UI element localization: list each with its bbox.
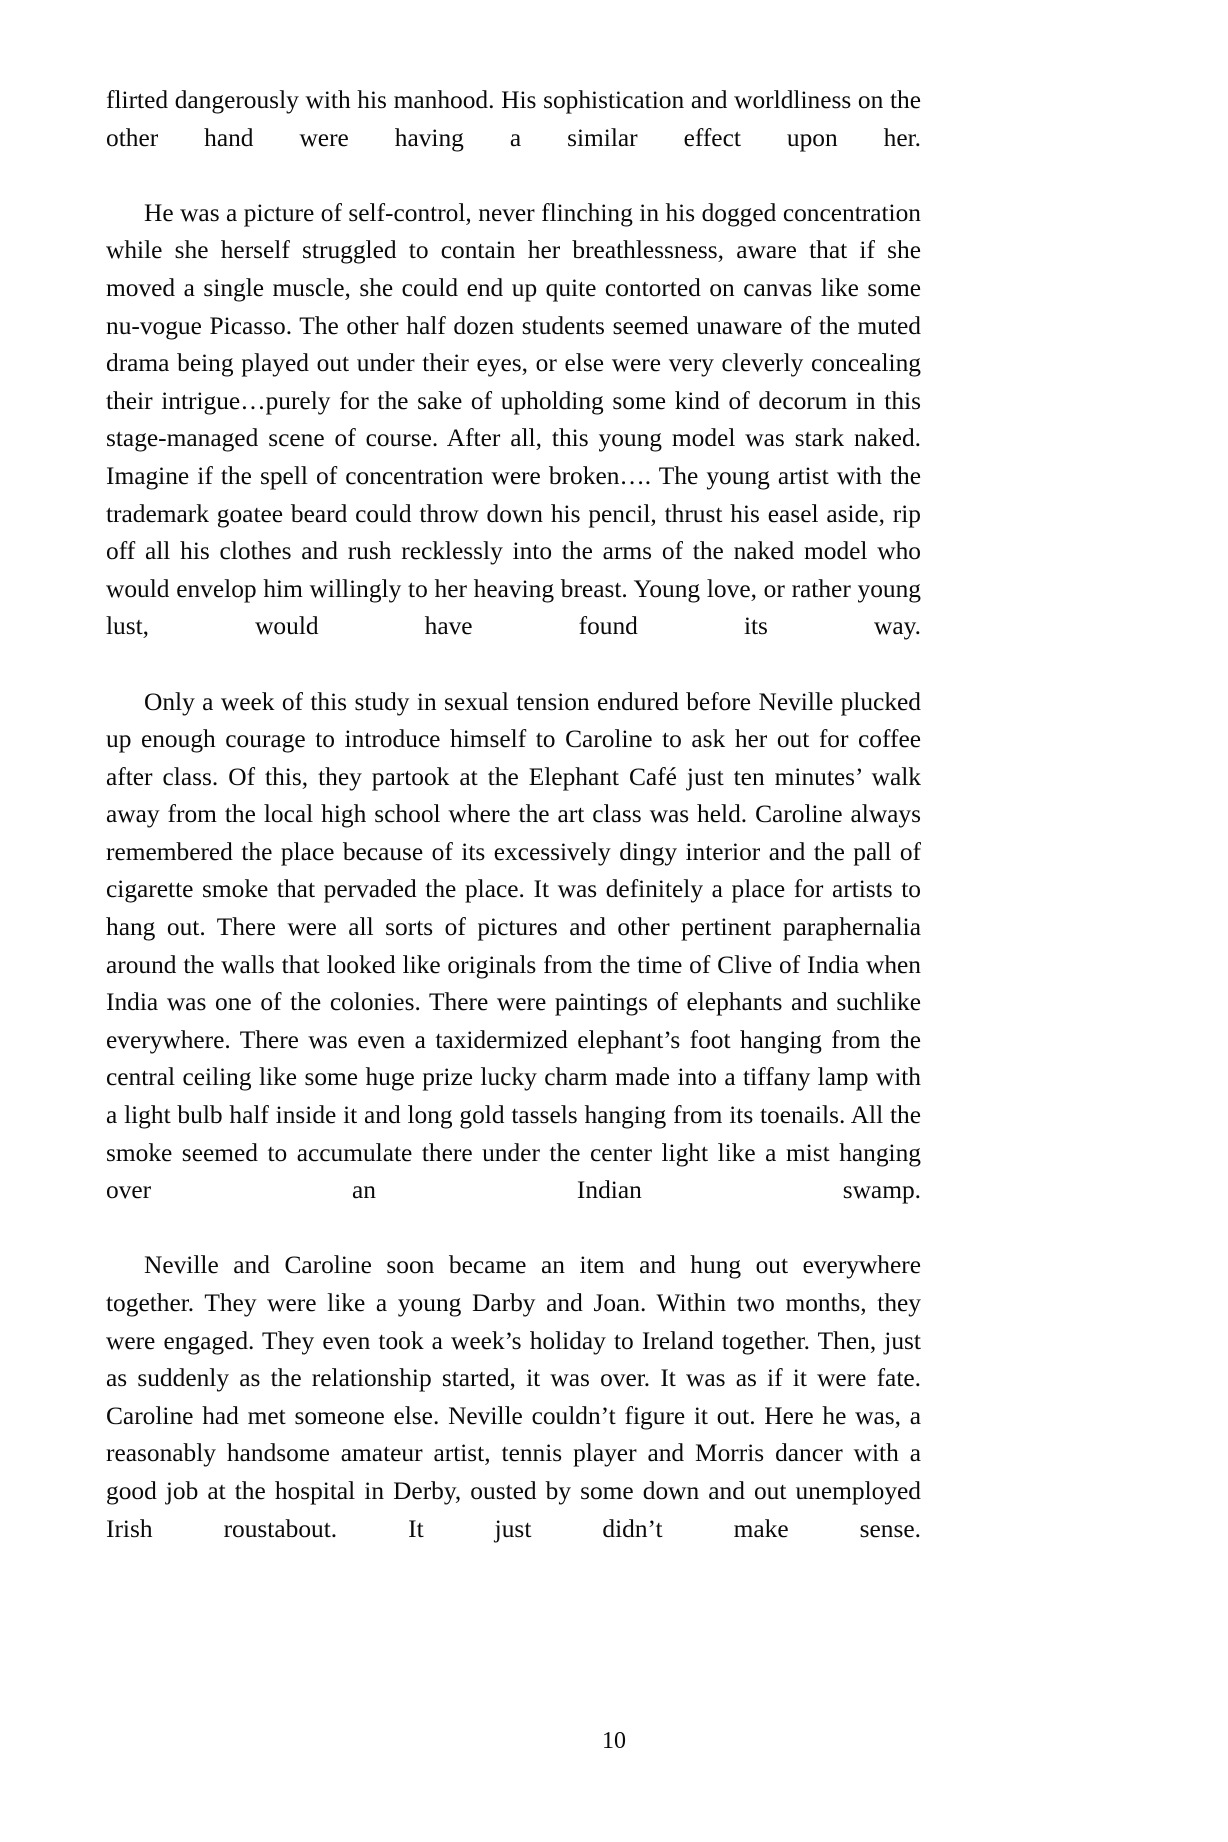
body-paragraph-4: Neville and Caroline soon became an item and hung out everywhere together. They were like a young Darby and Joan. Within two months, they were engaged. They even took a week’s holiday to Ireland together. Then, just as suddenly as the relationship started, it was over. It was as if it were fate. Caroline had met someone else. Neville couldn’t figure it out. Here he was, a reasonably handsome amateur artist, tennis player and Morris dancer with a good job at the hospital in Derby, ousted by some down and out unemployed Irish roustabout. It just didn’t make sense. [106,1251,921,1543]
body-paragraph-1: flirted dangerously with his manhood. His sophistication and worldliness on the other hand were having a similar effect upon her. [106,86,921,152]
page-number: 10 [602,1728,626,1754]
body-paragraph-3: Only a week of this study in sexual tension endured before Neville plucked up enough courage to introduce himself to Caroline to ask her out for coffee after class. Of this, they partook at the Elephant Café just ten minutes’ walk away from the local high school where the art class was held. Caroline always remembered the place because of its excessively dingy interior and the pall of cigarette smoke that pervaded the place. It was definitely a place for artists to hang out. There were all sorts of pictures and other pertinent paraphernalia around the walls that looked like originals from the time of Clive of India when India was one of the colonies. There were paintings of elephants and suchlike everywhere. There was even a taxidermized elephant’s foot hanging from the central ceiling like some huge prize lucky charm made into a tiffany lamp with a light bulb half inside it and long gold tassels hanging from its toenails. All the smoke seemed to accumulate there under the center light like a mist hanging over an Indian swamp. [106,687,921,1205]
page-body-text [106,82,921,1586]
body-paragraph-2: He was a picture of self-control, never flinching in his dogged concentration while she herself struggled to contain her breathlessness, aware that if she moved a single muscle, she could end up quite contorted on canvas like some nu-vogue Picasso. The other half dozen students seemed unaware of the muted drama being played out under their eyes, or else were very cleverly concealing their intrigue…purely for the sake of upholding some kind of decorum in this stage-managed scene of course. After all, this young model was stark naked. Imagine if the spell of concentration were broken…. The young artist with the trademark goatee beard could throw down his pencil, thrust his easel aside, rip off all his clothes and rush recklessly into the arms of the naked model who would envelop him willingly to her heaving breast. Young love, or rather young lust, would have found its way. [106,198,921,641]
